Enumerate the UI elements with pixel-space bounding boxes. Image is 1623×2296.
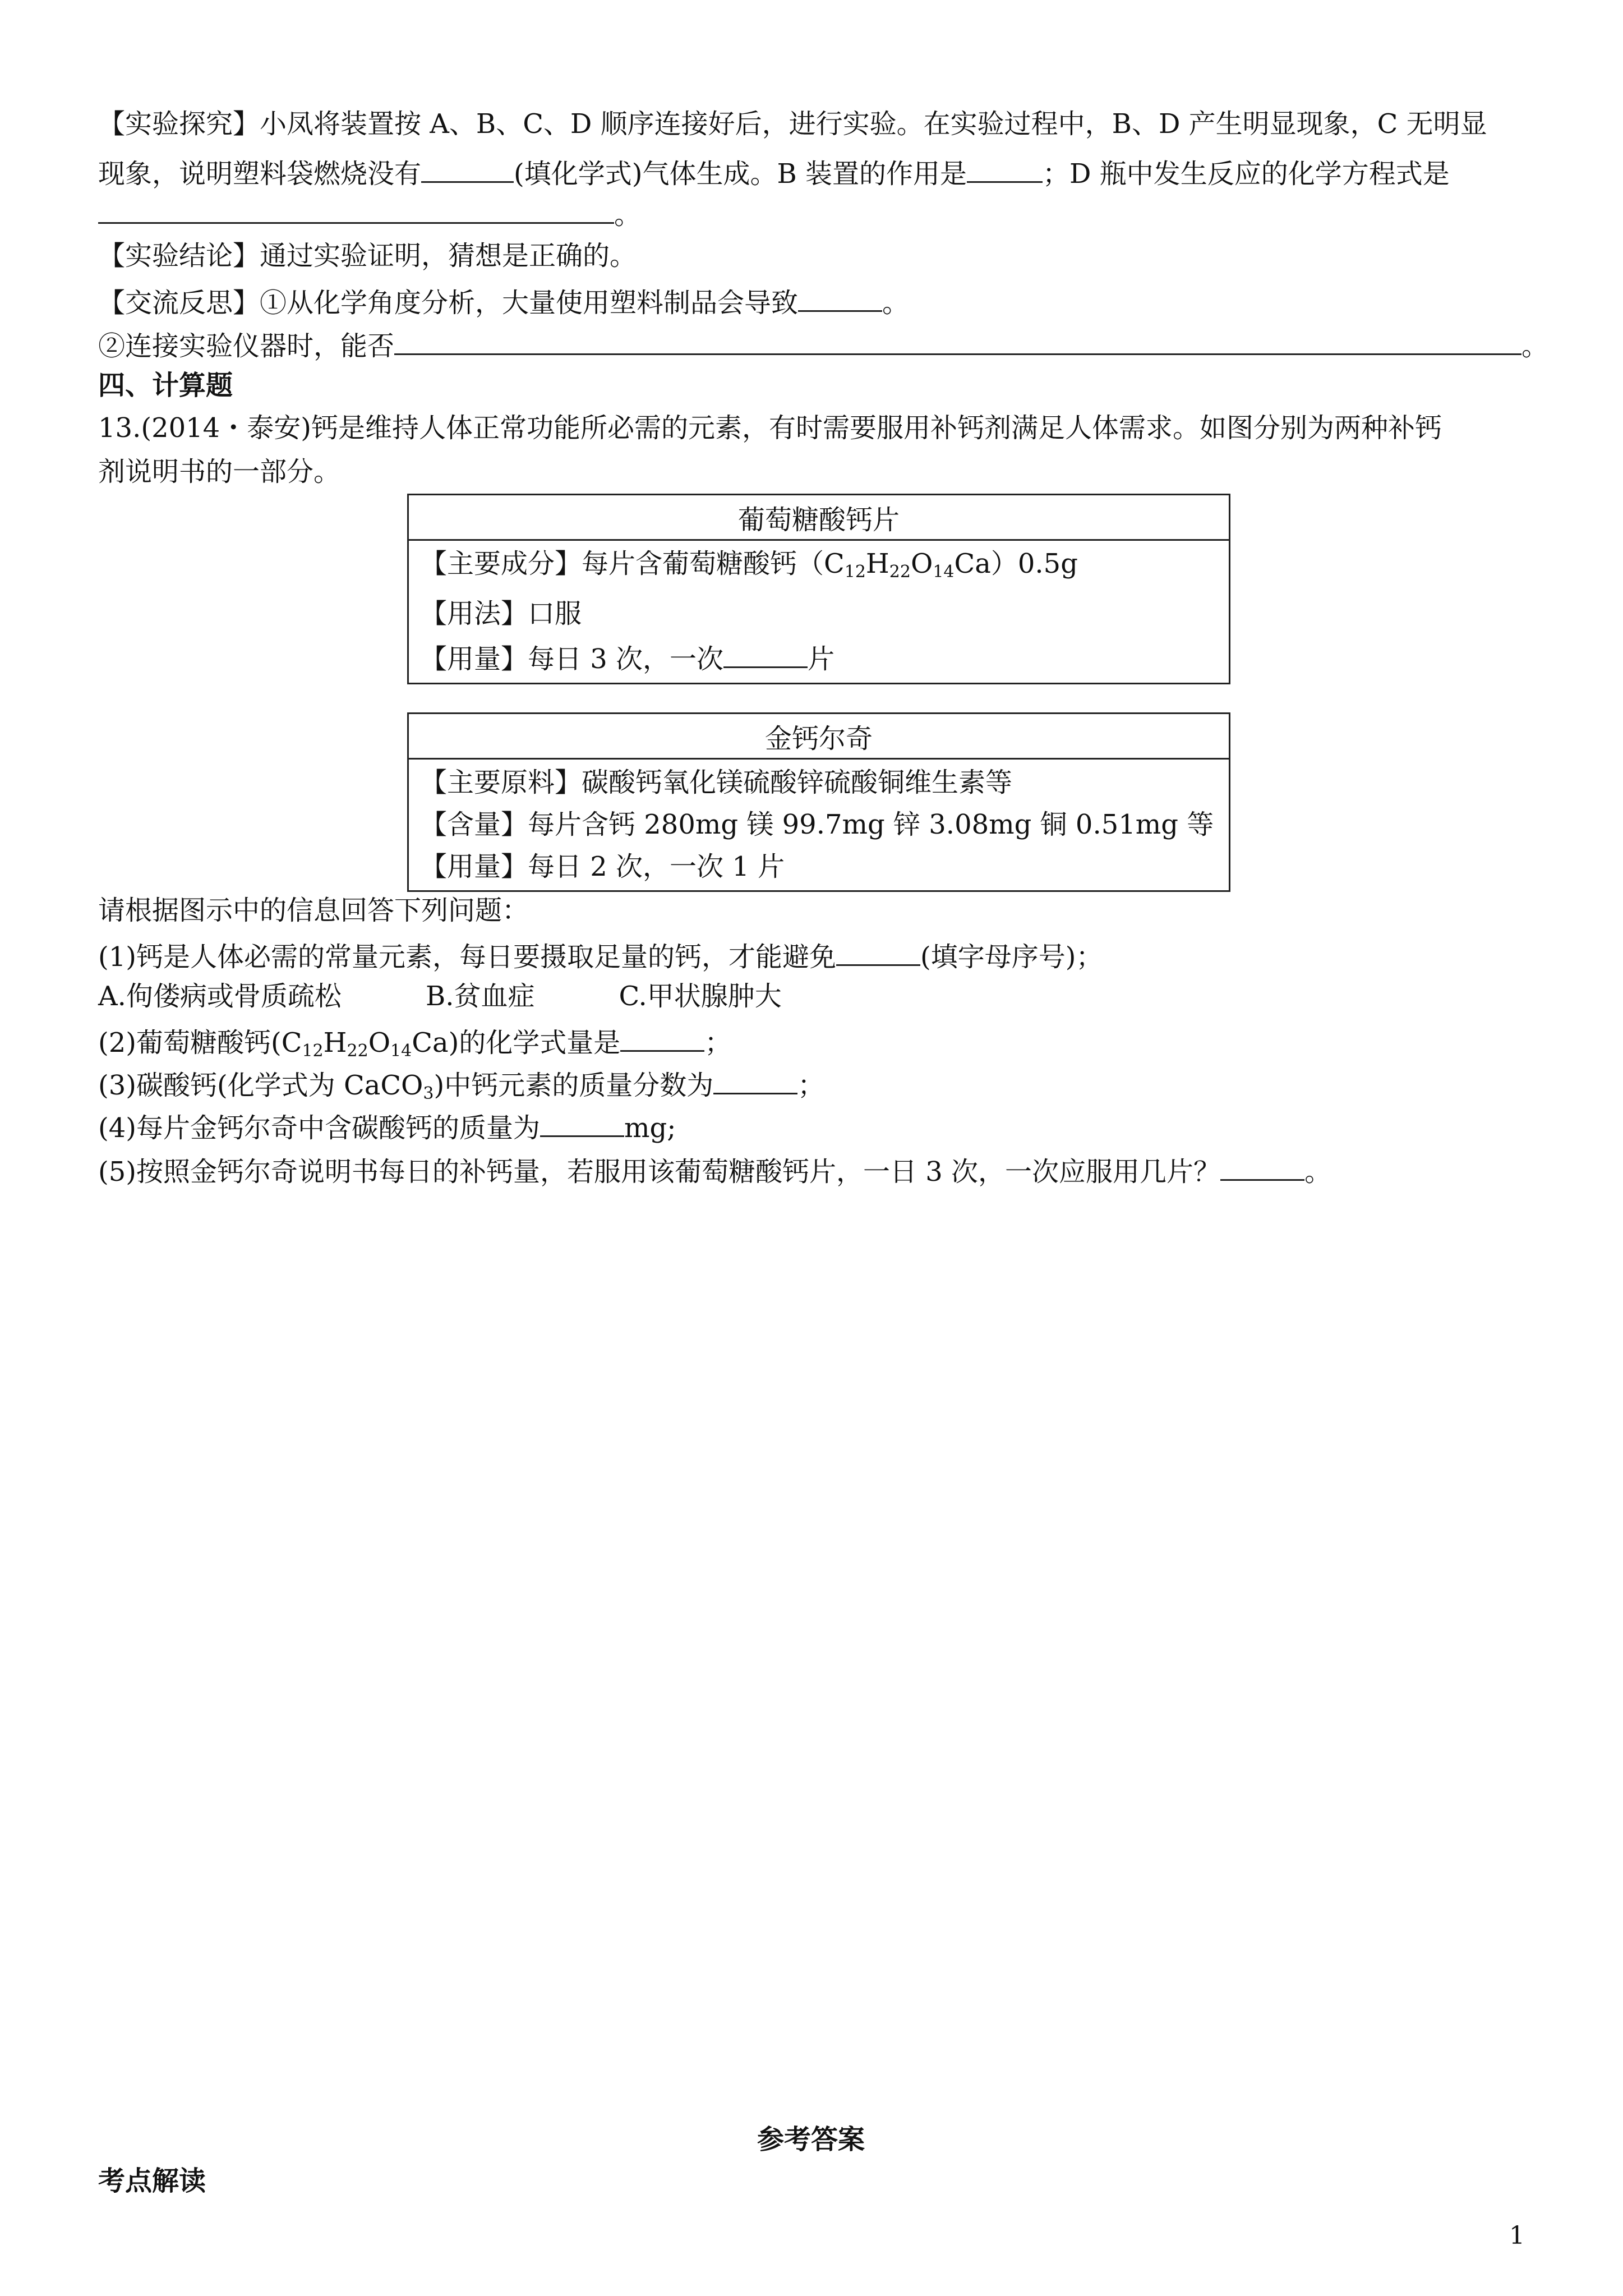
option-b: B.贫血症 xyxy=(425,981,535,1012)
option-a: A.佝偻病或骨质疏松 xyxy=(98,981,342,1012)
label-box-title: 葡萄糖酸钙片 xyxy=(408,495,1230,540)
paragraph-experiment-inquiry-line2: 现象，说明塑料袋燃烧没有 (填化学式)气体生成。B 装置的作用是 ；D 瓶中发生反应的化学方程式是 xyxy=(98,150,1450,194)
paragraph-reflection-2: ②连接实验仪器时，能否 。 xyxy=(98,322,1548,366)
answer-blank[interactable] xyxy=(1220,1148,1304,1181)
question-3: (3)碳酸钙(化学式为 CaCO$_3$)中钙元素的质量分数为 ； xyxy=(98,1061,824,1114)
label-box-caltrate xyxy=(407,712,1230,892)
question-13-line1: 13.(2014・泰安)钙是维持人体正常功能所必需的元素，有时需要服用补钙剂满足人体需求。如图分别为两种补钙 xyxy=(98,412,1442,444)
section-heading-calculation: 四、计算题 xyxy=(98,370,233,401)
questions-intro: 请根据图示中的信息回答下列问题： xyxy=(98,895,529,926)
label-row-ingredient: 【主要成分】每片含葡萄糖酸钙$(C_{12}H_{22}O_{14}Ca)0.5g$ xyxy=(420,548,1078,582)
label-row-ingredient: 【主要原料】碳酸钙氧化镁硫酸锌硫酸铜维生素等 xyxy=(420,767,1013,798)
answer-blank[interactable] xyxy=(967,150,1043,183)
paragraph-experiment-inquiry-line1: 【实验探究】小凤将装置按 A、B、C、D 顺序连接好后，进行实验。在实验过程中，B、D 产生明显现象，C 无明显 xyxy=(98,108,1487,140)
question-4: (4)每片金钙尔奇中含碳酸钙的质量为 mg; xyxy=(98,1104,676,1148)
page-number: 1 xyxy=(1509,2221,1525,2250)
answer-section-title: 参考答案 xyxy=(757,2124,865,2155)
label-box-title: 金钙尔奇 xyxy=(408,714,1230,759)
section-heading-key-points: 考点解读 xyxy=(98,2165,206,2197)
answer-blank[interactable] xyxy=(723,635,808,668)
answer-blank[interactable] xyxy=(798,279,882,312)
question-1: (1)钙是人体必需的常量元素，每日要摄取足量的钙，才能避免 (填字母序号)； xyxy=(98,933,1103,977)
answer-blank[interactable] xyxy=(620,1019,704,1052)
label-box-calcium-gluconate xyxy=(407,494,1230,684)
question-1-options xyxy=(98,976,782,1016)
answer-blank[interactable] xyxy=(540,1104,624,1137)
label-row-dosage: 【用量】每日 3 次，一次 片 xyxy=(420,635,1218,680)
label-row-content: 【含量】每片含钙 280mg 镁 99.7mg 锌 3.08mg 铜 0.51mg 等 xyxy=(420,809,1214,840)
question-13-line2: 剂说明书的一部分。 xyxy=(98,456,341,487)
label-box-body xyxy=(408,540,1230,684)
question-2: (2)葡萄糖酸钙$(C_{12}H_{22}O_{14}Ca)$的化学式量是 ； xyxy=(98,1019,731,1071)
paragraph-experiment-inquiry-line3: 。 xyxy=(98,191,641,235)
answer-blank[interactable] xyxy=(98,191,614,224)
answer-blank[interactable] xyxy=(836,933,920,966)
answer-blank[interactable] xyxy=(713,1061,797,1094)
answer-blank[interactable] xyxy=(394,322,1521,355)
question-5: (5)按照金钙尔奇说明书每日的补钙量，若服用该葡萄糖酸钙片，一日 3 次，一次应服用几片？ 。 xyxy=(98,1148,1331,1192)
label-box-body xyxy=(408,759,1230,891)
answer-blank[interactable] xyxy=(421,150,514,183)
label-row-usage: 【用法】口服 xyxy=(420,598,582,629)
option-c: C.甲状腺肿大 xyxy=(619,981,782,1012)
label-row-dosage: 【用量】每日 2 次，一次 1 片 xyxy=(420,851,785,882)
paragraph-experiment-conclusion: 【实验结论】通过实验证明，猜想是正确的。 xyxy=(98,240,637,272)
paragraph-reflection-1: 【交流反思】①从化学角度分析，大量使用塑料制品会导致 。 xyxy=(98,279,909,323)
